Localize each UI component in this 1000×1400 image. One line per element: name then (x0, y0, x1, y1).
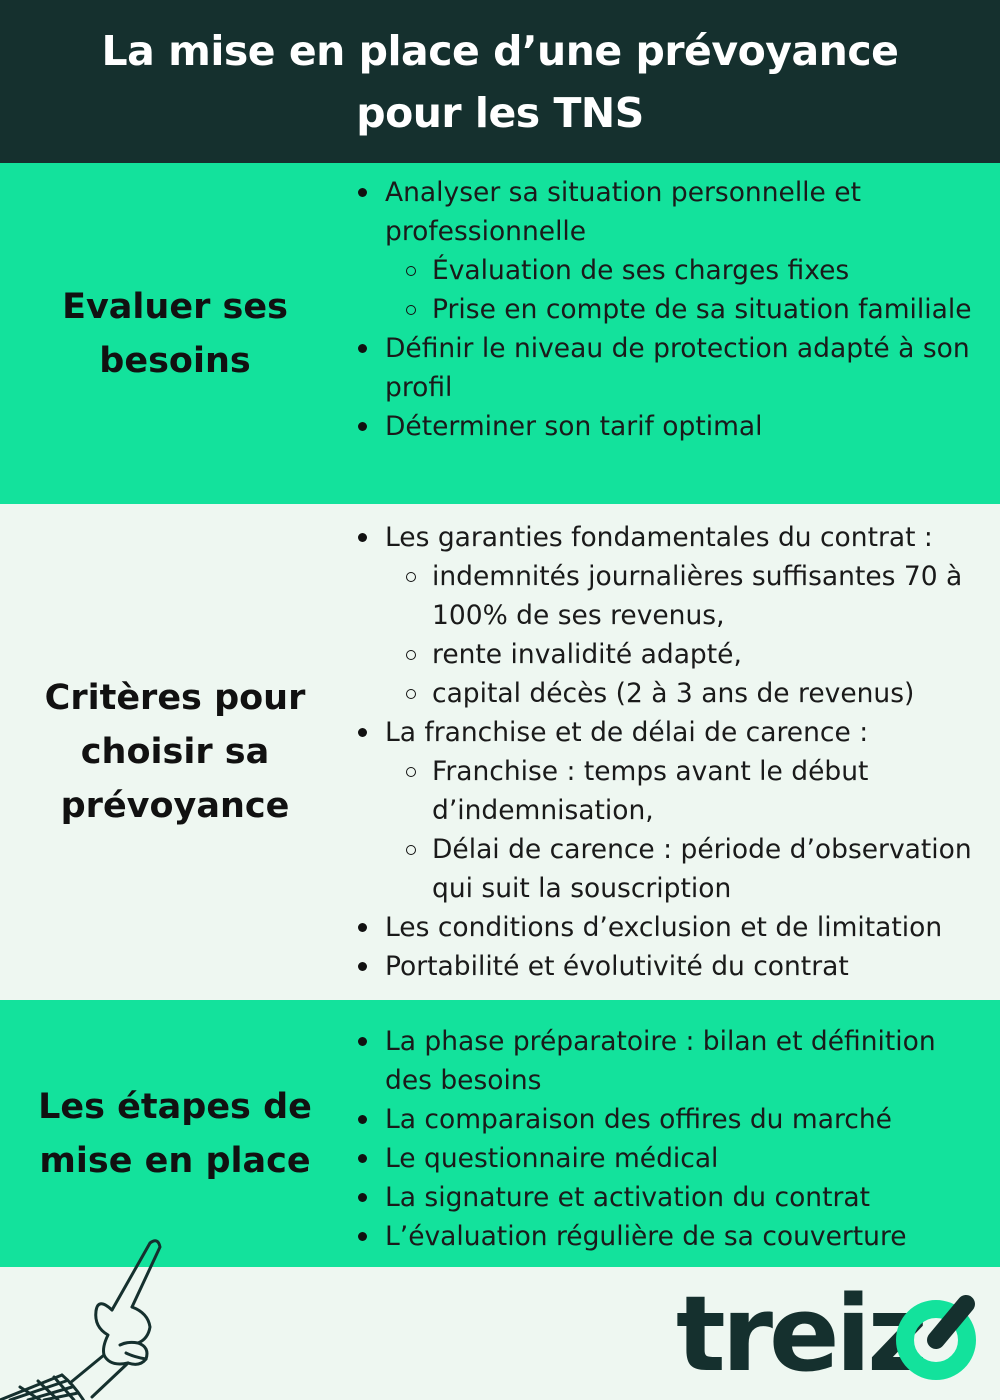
section-title (25, 504, 325, 1000)
sub-list (385, 251, 985, 329)
list-item: La franchise et de délai de carence : Franchise : temps avant le début d’indemnisation, Délai de carence : période d’observation qui suit la souscription (355, 713, 985, 908)
section-criteres-choix (0, 504, 1000, 1000)
page-header (0, 0, 1000, 163)
list-item: La phase préparatoire : bilan et définition des besoins (355, 1022, 985, 1100)
page-title (50, 20, 950, 144)
sub-list-item: indemnités journalières suffisantes 70 à 100% de ses revenus, (385, 557, 985, 635)
list-item: La comparaison des offires du marché (355, 1100, 985, 1139)
list-item: Définir le niveau de protection adapté à son profil (355, 329, 985, 407)
section-title-line: Evaluer ses (62, 286, 288, 327)
sub-list-item: Franchise : temps avant le début d’indemnisation, (385, 752, 985, 830)
list-item: Le questionnaire médical (355, 1139, 985, 1178)
bullet-list (355, 1022, 985, 1256)
sub-list (385, 557, 985, 713)
list-item: Les conditions d’exclusion et de limitation (355, 908, 985, 947)
list-item: Déterminer son tarif optimal (355, 407, 985, 446)
bullet-list (355, 173, 985, 446)
section-title (25, 163, 325, 504)
treizo-logo (676, 1290, 981, 1380)
section-title-line: mise en place (39, 1140, 311, 1181)
section-title-line: besoins (99, 340, 251, 381)
list-item: Les garanties fondamentales du contrat : indemnités journalières suffisantes 70 à 100% de ses revenus, rente invalidité adapté, capital décès (2 à 3 ans de revenus) (355, 518, 985, 713)
sub-list-item: rente invalidité adapté, (385, 635, 985, 674)
pointing-hand-icon (0, 1235, 175, 1400)
section-title-line: prévoyance (60, 786, 290, 826)
list-item: Portabilité et évolutivité du contrat (355, 947, 985, 986)
list-item: La signature et activation du contrat (355, 1178, 985, 1217)
list-item: L’évaluation régulière de sa couverture (355, 1217, 985, 1256)
section-title-line: Critères pour (44, 678, 306, 718)
sub-list-item: Prise en compte de sa situation familiale (385, 290, 985, 329)
logo-text: treiz (676, 1290, 924, 1380)
list-item: Analyser sa situation personnelle et professionnelle Évaluation de ses charges fixes Prise en compte de sa situation familiale (355, 173, 985, 329)
bullet-list (355, 518, 985, 986)
section-etapes-mise-en-place (0, 1000, 1000, 1267)
page-title-line-1: La mise en place d’une prévoyance (101, 26, 899, 75)
section-title-line: Les étapes de (38, 1086, 312, 1127)
section-title (25, 1000, 325, 1267)
section-evaluer-besoins (0, 163, 1000, 504)
section-title-line: choisir sa (80, 732, 270, 772)
sub-list-item: Délai de carence : période d’observation qui suit la souscription (385, 830, 985, 908)
sub-list (385, 752, 985, 908)
page-title-line-2: pour les TNS (356, 88, 644, 137)
sub-list-item: Évaluation de ses charges fixes (385, 251, 985, 290)
sub-list-item: capital décès (2 à 3 ans de revenus) (385, 674, 985, 713)
